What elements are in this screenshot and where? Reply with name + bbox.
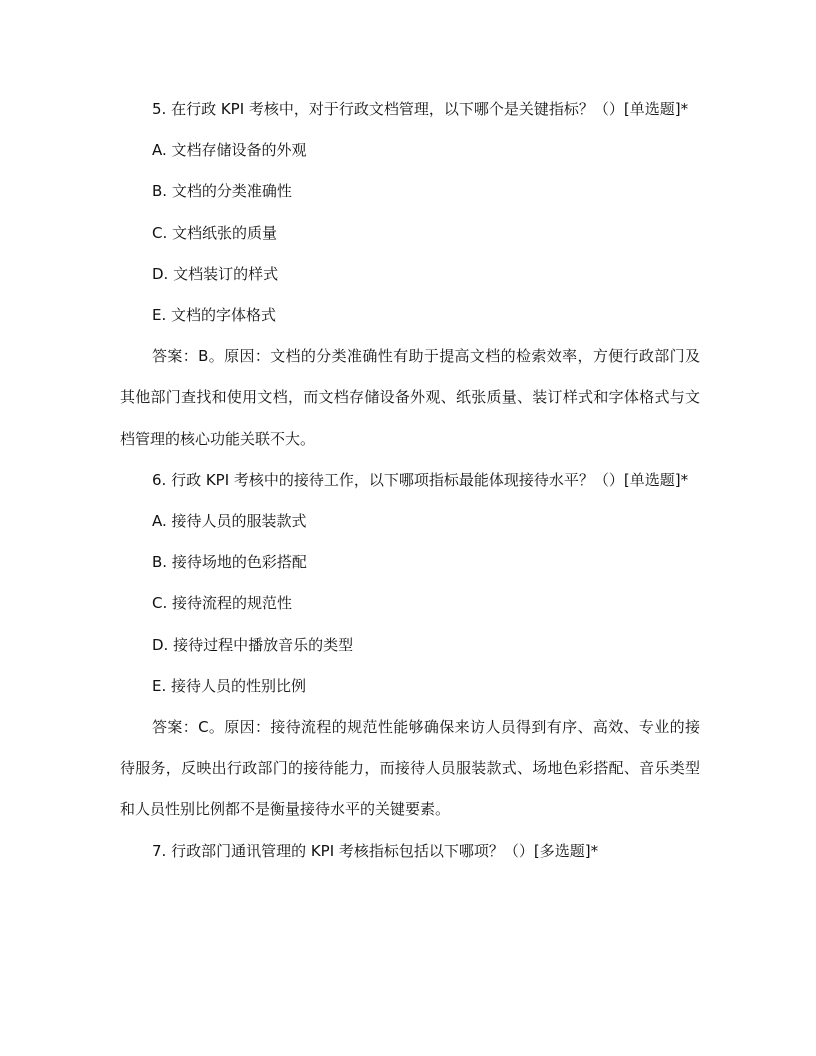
- question-7-stem: 7. 行政部门通讯管理的 KPI 考核指标包括以下哪项？（）[多选题]*: [152, 841, 599, 860]
- question-6-option-e: E. 接待人员的性别比例: [152, 676, 307, 695]
- question-5-option-b: B. 文档的分类准确性: [152, 182, 292, 201]
- question-5-stem: 5. 在行政 KPI 考核中，对于行政文档管理，以下哪个是关键指标？（）[单选题]*: [152, 100, 689, 118]
- question-6-option-d: D. 接待过程中播放音乐的类型: [152, 635, 354, 654]
- question-5-option-e: E. 文档的字体格式: [152, 306, 277, 325]
- question-6-option-c: C. 接待流程的规范性: [152, 594, 293, 613]
- question-6-answer: 答案：C。原因：接待流程的规范性能够确保来访人员得到有序、高效、专业的接待服务，反映出行政部门的接待能力，而接待人员服装款式、场地色彩搭配、音乐类型和人员性别比例都不是衡量接待水平的关键要素。: [120, 718, 700, 819]
- question-6-option-b: B. 接待场地的色彩搭配: [152, 553, 307, 572]
- question-5-answer: 答案：B。原因：文档的分类准确性有助于提高文档的检索效率，方便行政部门及其他部门查找和使用文档，而文档存储设备外观、纸张质量、装订样式和字体格式与文档管理的核心功能关联不大。: [120, 347, 700, 448]
- question-5-option-d: D. 文档装订的样式: [152, 264, 279, 283]
- question-5-option-a: A. 文档存储设备的外观: [152, 141, 307, 160]
- document-body: [120, 89, 700, 872]
- question-6-stem: 6. 行政 KPI 考核中的接待工作，以下哪项指标最能体现接待水平？（）[单选题]*: [152, 470, 689, 489]
- question-6-option-a: A. 接待人员的服装款式: [152, 512, 307, 531]
- question-5-option-c: C. 文档纸张的质量: [152, 223, 278, 242]
